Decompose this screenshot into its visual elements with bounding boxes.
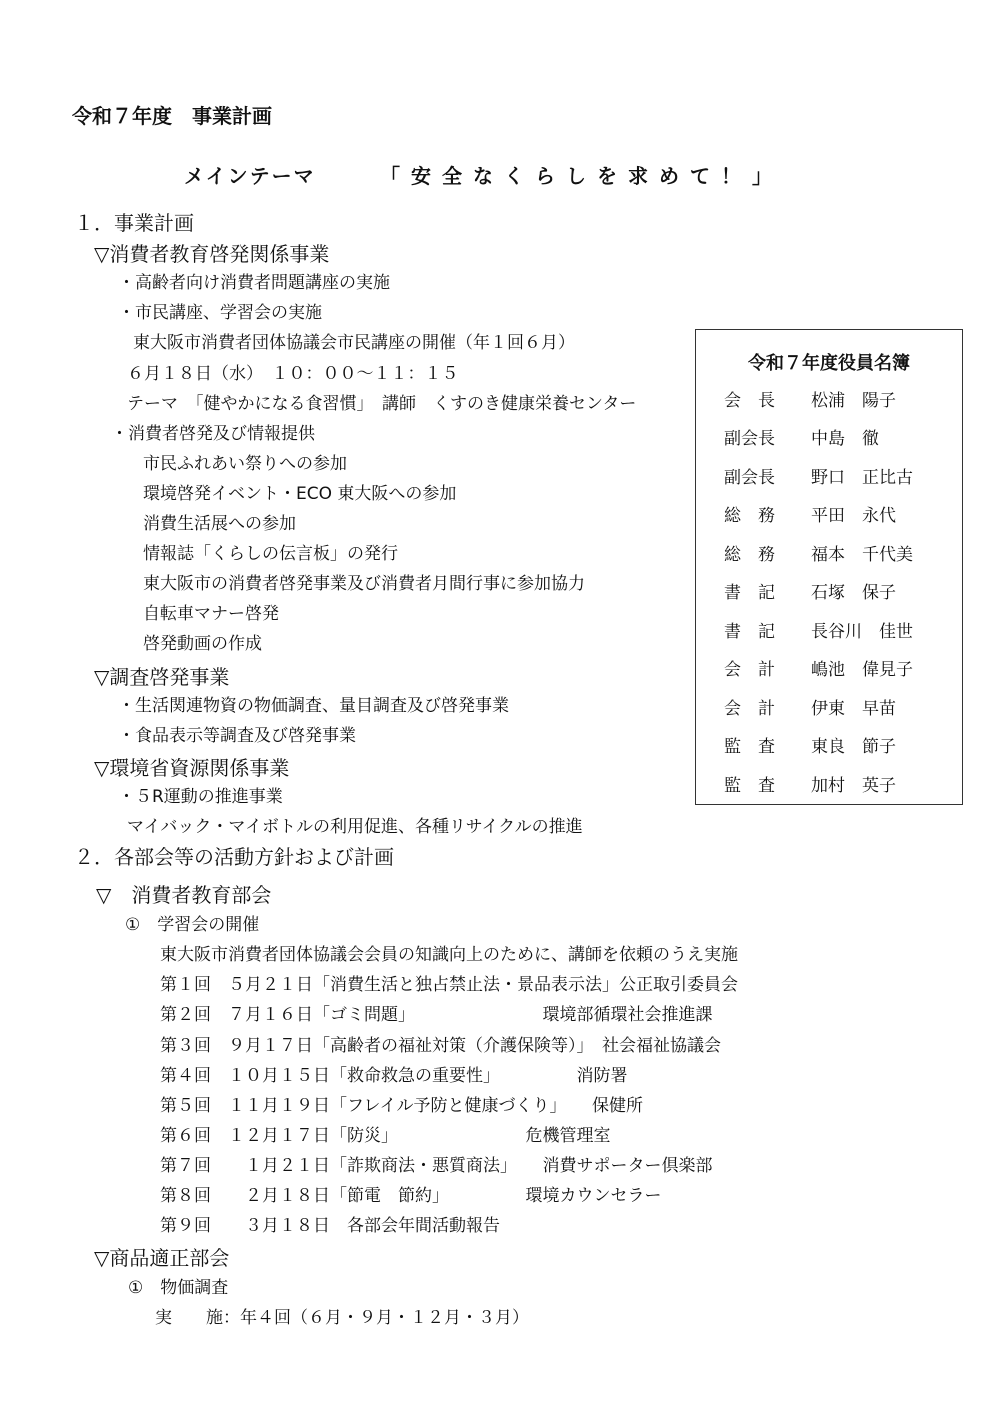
plan-item: ① 物価調査 <box>128 1278 229 1298</box>
plan-item: ・生活関連物資の物価調査、量目調査及び啓発事業 <box>118 696 509 716</box>
officer-row <box>696 578 962 602</box>
officer-name: 石塚 保子 <box>811 583 896 603</box>
officer-roster-title: 令和７年度役員名簿 <box>748 353 910 374</box>
subsection-heading: ▽環境省資源関係事業 <box>94 756 290 780</box>
subsection-heading: ▽調査啓発事業 <box>94 665 230 689</box>
officer-name: 平田 永代 <box>811 506 896 526</box>
officer-role: 監 査 <box>724 776 775 796</box>
officer-row <box>696 771 962 795</box>
plan-item: ・高齢者向け消費者問題講座の実施 <box>118 273 390 293</box>
plan-item: ・食品表示等調査及び啓発事業 <box>118 726 356 746</box>
plan-item: ・市民講座、学習会の実施 <box>118 303 322 323</box>
officer-name: 中島 徹 <box>811 429 879 449</box>
session-row: 第６回 １２月１７日「防災」 危機管理室 <box>160 1126 611 1146</box>
plan-detail: 東大阪市消費者団体協議会市民講座の開催（年１回６月） <box>133 333 575 353</box>
plan-detail: 実 施：年４回（６月・９月・１２月・３月） <box>155 1308 529 1328</box>
officer-role: 副会長 <box>724 429 775 449</box>
officer-row <box>696 424 962 448</box>
officer-name: 長谷川 佳世 <box>811 622 913 642</box>
plan-detail: 市民ふれあい祭りへの参加 <box>143 454 347 474</box>
officer-role: 会 計 <box>724 699 775 719</box>
main-theme-text: 「安全なくらしを求めて！」 <box>380 164 783 188</box>
session-row: 第４回 １０月１５日「救命救急の重要性」 消防署 <box>160 1066 628 1086</box>
officer-role: 総 務 <box>724 545 775 565</box>
subsection-heading: ▽消費者教育啓発関係事業 <box>94 242 330 266</box>
plan-detail: 環境啓発イベント・ECO 東大阪への参加 <box>143 484 457 504</box>
officer-role: 書 記 <box>724 583 775 603</box>
plan-detail: 自転車マナー啓発 <box>143 604 279 624</box>
plan-detail: 情報誌「くらしの伝言板」の発行 <box>143 544 398 564</box>
officer-row <box>696 694 962 718</box>
plan-detail: 東大阪市の消費者啓発事業及び消費者月間行事に参加協力 <box>143 574 585 594</box>
officer-row <box>696 540 962 564</box>
subsection-heading: ▽商品適正部会 <box>94 1246 230 1270</box>
subsection-heading: ▽ 消費者教育部会 <box>96 883 272 907</box>
officer-row <box>696 732 962 756</box>
officer-name: 嶋池 偉見子 <box>811 660 913 680</box>
officer-name: 福本 千代美 <box>811 545 913 565</box>
officer-row <box>696 501 962 525</box>
officer-role: 総 務 <box>724 506 775 526</box>
session-row: 第８回 ２月１８日「節電 節約」 環境カウンセラー <box>160 1186 662 1206</box>
section-heading: １．事業計画 <box>74 211 194 235</box>
officer-role: 副会長 <box>724 468 775 488</box>
session-row: 第９回 ３月１８日 各部会年間活動報告 <box>160 1216 500 1236</box>
session-row: 第５回 １１月１９日「フレイル予防と健康づくり」 保健所 <box>160 1096 643 1116</box>
plan-detail: 消費生活展への参加 <box>143 514 296 534</box>
officer-name: 松浦 陽子 <box>811 391 896 411</box>
officer-row <box>696 463 962 487</box>
plan-detail: 東大阪市消費者団体協議会会員の知識向上のために、講師を依頼のうえ実施 <box>160 945 738 965</box>
main-theme-label: メインテーマ <box>184 164 316 188</box>
document-title: 令和７年度 事業計画 <box>72 104 272 128</box>
plan-item: ・５R運動の推進事業 <box>118 787 283 807</box>
officer-row <box>696 386 962 410</box>
officer-role: 会 計 <box>724 660 775 680</box>
officer-role: 書 記 <box>724 622 775 642</box>
plan-detail: マイバック・マイボトルの利用促進、各種リサイクルの推進 <box>127 817 583 837</box>
officer-row <box>696 655 962 679</box>
plan-item: ① 学習会の開催 <box>125 915 260 935</box>
officer-role: 会 長 <box>724 391 775 411</box>
officer-roster-box <box>695 329 963 805</box>
officer-row <box>696 617 962 641</box>
section-heading: ２．各部会等の活動方針および計画 <box>74 845 394 869</box>
session-row: 第２回 ７月１６日「ゴミ問題」 環境部循環社会推進課 <box>160 1005 713 1025</box>
session-row: 第１回 ５月２１日「消費生活と独占禁止法・景品表示法」公正取引委員会 <box>160 975 738 995</box>
plan-detail: ６月１８日（水） １０：００～１１：１５ <box>127 364 459 384</box>
officer-role: 監 査 <box>724 737 775 757</box>
officer-name: 東良 節子 <box>811 737 896 757</box>
plan-detail: 啓発動画の作成 <box>143 634 262 654</box>
officer-name: 加村 英子 <box>811 776 896 796</box>
plan-item: ・消費者啓発及び情報提供 <box>111 424 315 444</box>
session-row: 第３回 ９月１７日「高齢者の福祉対策（介護保険等）」 社会福祉協議会 <box>160 1036 721 1056</box>
plan-detail: テーマ 「健やかになる食習慣」 講師 くすのき健康栄養センター <box>127 394 637 414</box>
officer-name: 野口 正比古 <box>811 468 913 488</box>
officer-name: 伊東 早苗 <box>811 699 896 719</box>
session-row: 第７回 １月２１日「詐欺商法・悪質商法」 消費サポーター倶楽部 <box>160 1156 713 1176</box>
